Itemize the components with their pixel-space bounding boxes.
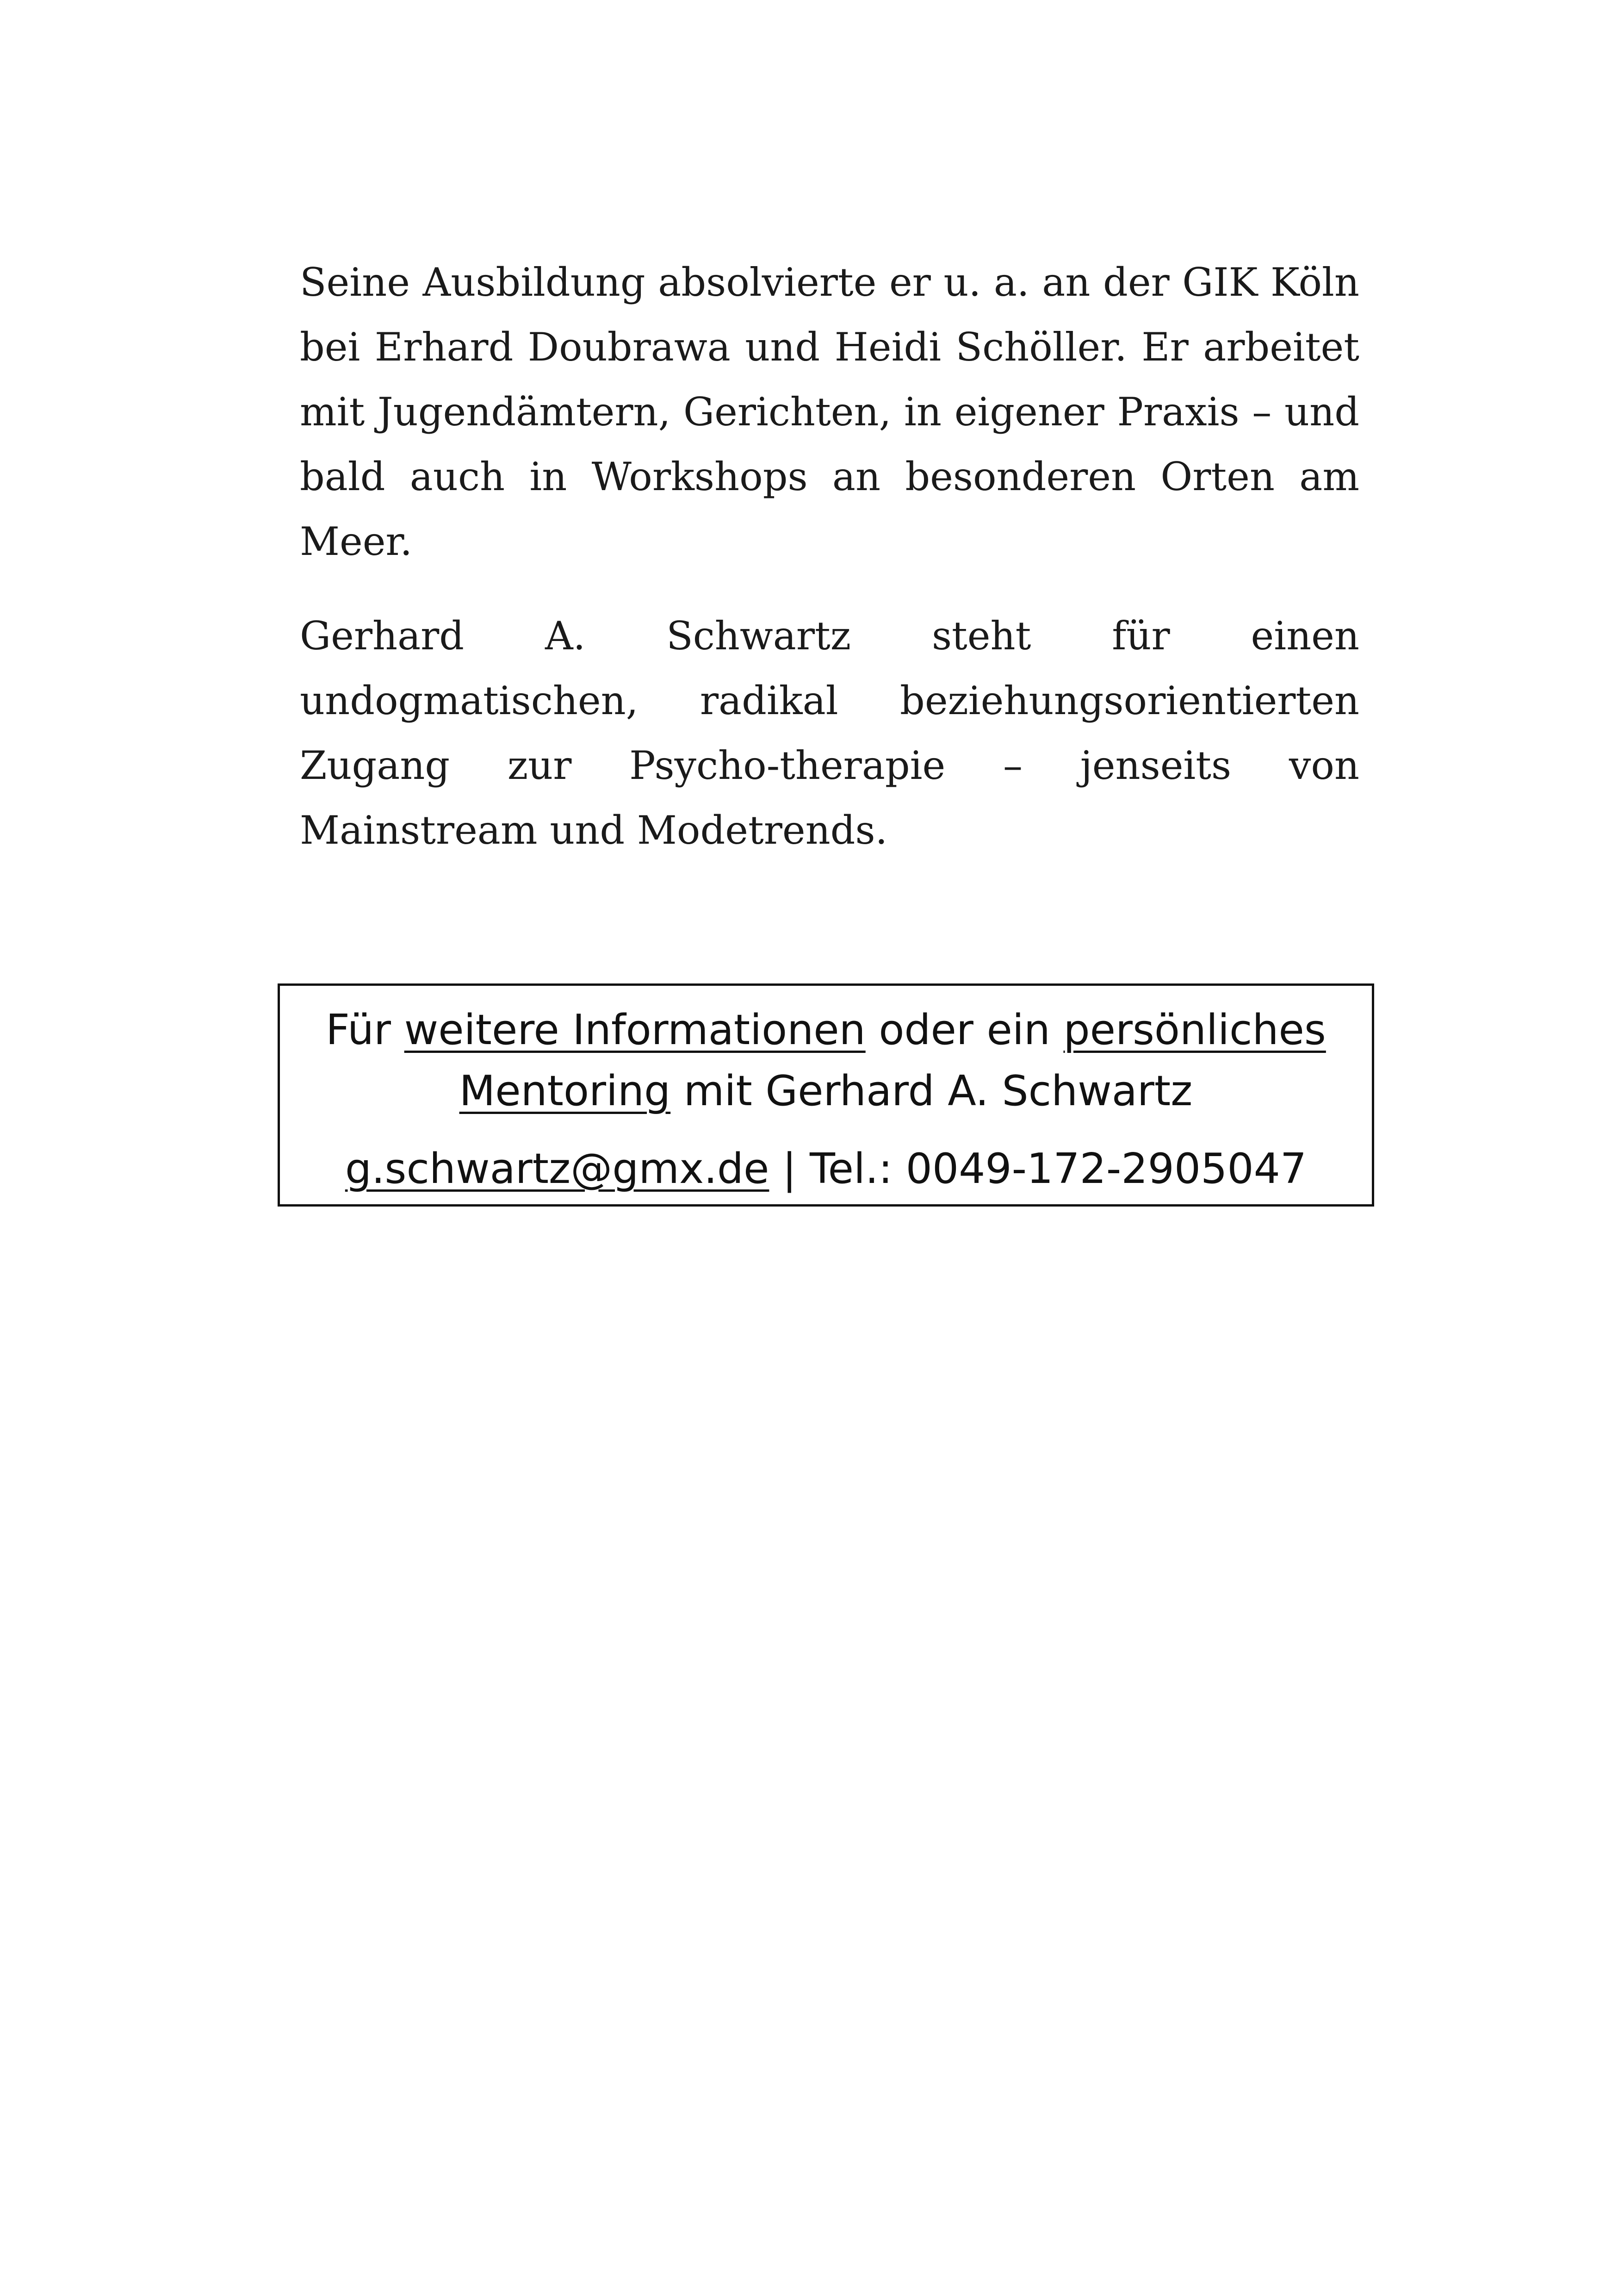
contact-middle: oder ein (879, 1006, 1050, 1054)
paragraph-training: Seine Ausbildung absolvierte er u. a. an der GIK Köln bei Erhard Doubrawa und Heidi Schöller. Er arbeitet mit Jugendämtern, Gerichten, in eigener Praxis – und bald auch in Workshops an besonderen Orten am Meer. (300, 260, 1359, 564)
contact-suffix: mit Gerhard A. Schwartz (683, 1067, 1193, 1115)
contact-prefix: Für (326, 1006, 391, 1054)
contact-details (280, 1139, 1372, 1200)
phone-number: Tel.: 0049-172-2905047 (809, 1145, 1307, 1193)
mentoring-link[interactable]: Mentoring (459, 1067, 671, 1115)
email-link[interactable]: g.schwartz@gmx.de (345, 1145, 769, 1193)
personal-link-part1[interactable]: persönliches (1063, 1006, 1326, 1054)
more-information-link[interactable]: weitere Informationen (404, 1006, 866, 1054)
contact-box (278, 983, 1374, 1207)
separator: | (782, 1145, 797, 1193)
contact-invitation (280, 1000, 1372, 1122)
biography-text (300, 250, 1359, 892)
paragraph-approach: Gerhard A. Schwartz steht für einen undogmatischen, radikal beziehungsorientierten Zugang zur Psycho-therapie – jenseits von Mainstream und Modetrends. (300, 613, 1359, 853)
